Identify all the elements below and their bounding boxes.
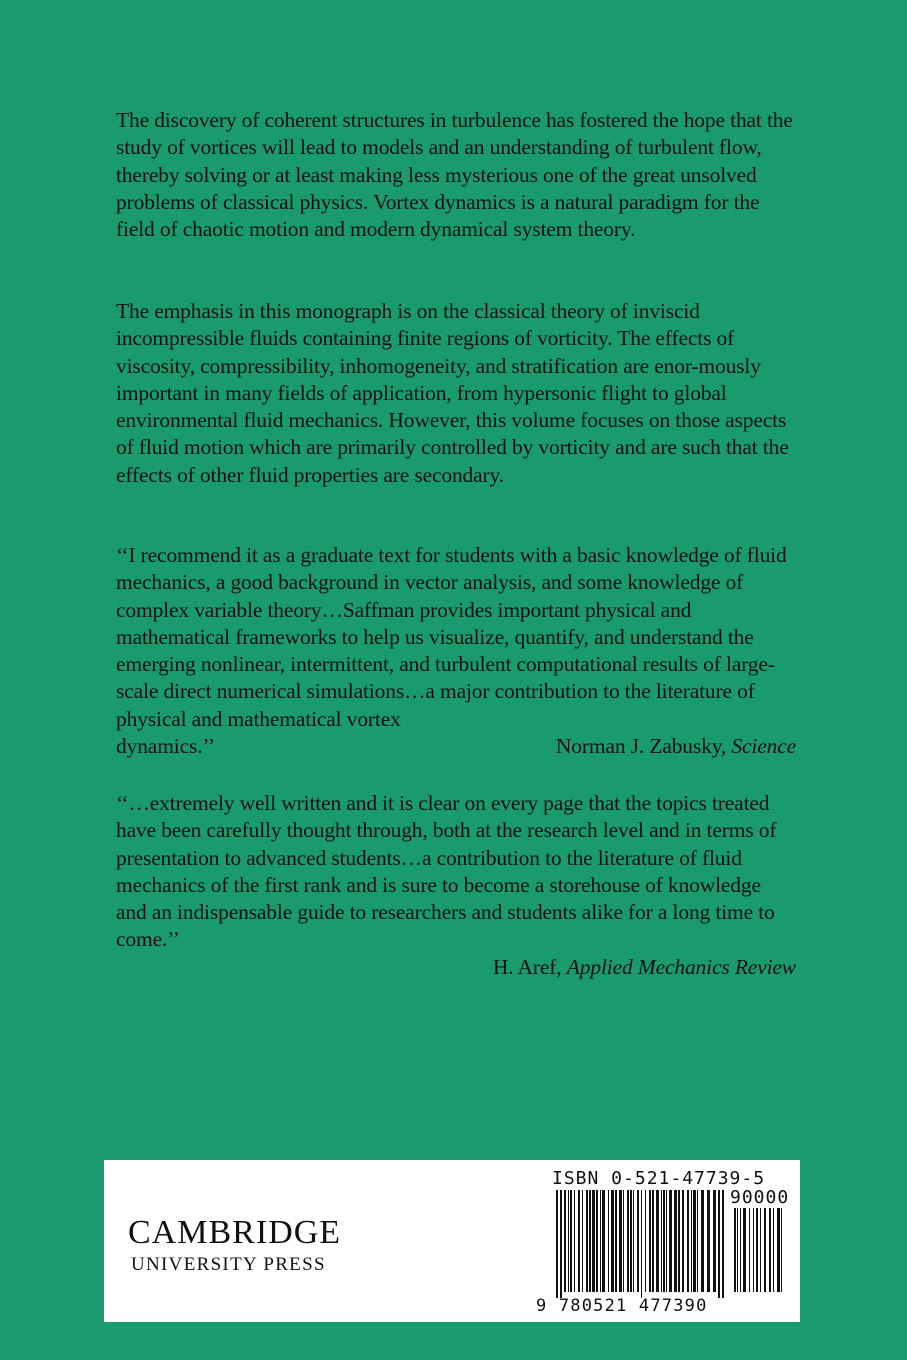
review-quote-2-text: ‘‘…extremely well written and it is clear on every page that the topics treated have been carefully thought through, both at the research level and in terms of presentation to advanced students…a contribution to the literature of fluid mechanics of the first rank and is sure to become a storehouse of knowledge and an indispensable guide to researchers and students alike for a long time to come.’’: [116, 791, 777, 952]
review-quote-1-source: Science: [731, 734, 796, 759]
review-quote-2-source: Applied Mechanics Review: [566, 954, 796, 979]
description-paragraph-1: [116, 107, 796, 243]
publisher-name: CAMBRIDGE: [128, 1214, 342, 1251]
description-text-1: The discovery of coherent structures in turbulence has fostered the hope that the study of vortices will lead to models and an understanding of turbulent flow, thereby solving or at least making less mysterious one of the great unsolved problems of classical physics. Vortex dynamics is a natural paradigm for the field of chaotic motion and modern dynamical system theory.: [116, 108, 793, 242]
review-quote-1-author: Norman J. Zabusky,: [555, 734, 732, 759]
description-text-2: The emphasis in this monograph is on the classical theory of inviscid incompressible fluids containing finite regions of vorticity. The effects of viscosity, compressibility, inhomogeneity, and stratification are enor-mously important in many fields of application, from hypersonic flight to global environmental fluid mechanics. However, this volume focuses on those aspects of fluid motion which are primarily controlled by vorticity and are such that the effects of other fluid properties are secondary.: [116, 299, 789, 487]
review-quote-2-attribution: [116, 954, 796, 981]
review-quote-1-text: ‘‘I recommend it as a graduate text for students with a basic knowledge of fluid mechanics, a good background in vector analysis, and some knowledge of complex variable theory…Saffman provides important physical and mathematical frameworks to help us visualize, quantify, and understand the emerging nonlinear, intermittent, and turbulent computational results of large-scale direct numerical simulations…a major contribution to the literature of physical and mathematical vortex: [116, 543, 787, 731]
review-quote-1-last-line: dynamics.’’: [116, 734, 215, 759]
review-quote-1-attribution: [556, 733, 796, 760]
review-quote-1: [116, 542, 796, 760]
barcode-icon: [554, 1190, 786, 1298]
review-quote-2-author: H. Aref,: [492, 954, 567, 979]
barcode-addon-number: 90000: [730, 1187, 790, 1208]
description-paragraph-2: [116, 298, 796, 489]
publisher-panel: [104, 1160, 800, 1322]
publisher-subname: UNIVERSITY PRESS: [131, 1254, 326, 1275]
review-quote-2: [116, 790, 796, 981]
review-quote-1-footer: [116, 733, 796, 760]
barcode-number: 9 780521 477390: [536, 1296, 708, 1316]
publisher-logo: [128, 1216, 341, 1276]
isbn-label: ISBN 0-521-47739-5: [552, 1168, 766, 1189]
